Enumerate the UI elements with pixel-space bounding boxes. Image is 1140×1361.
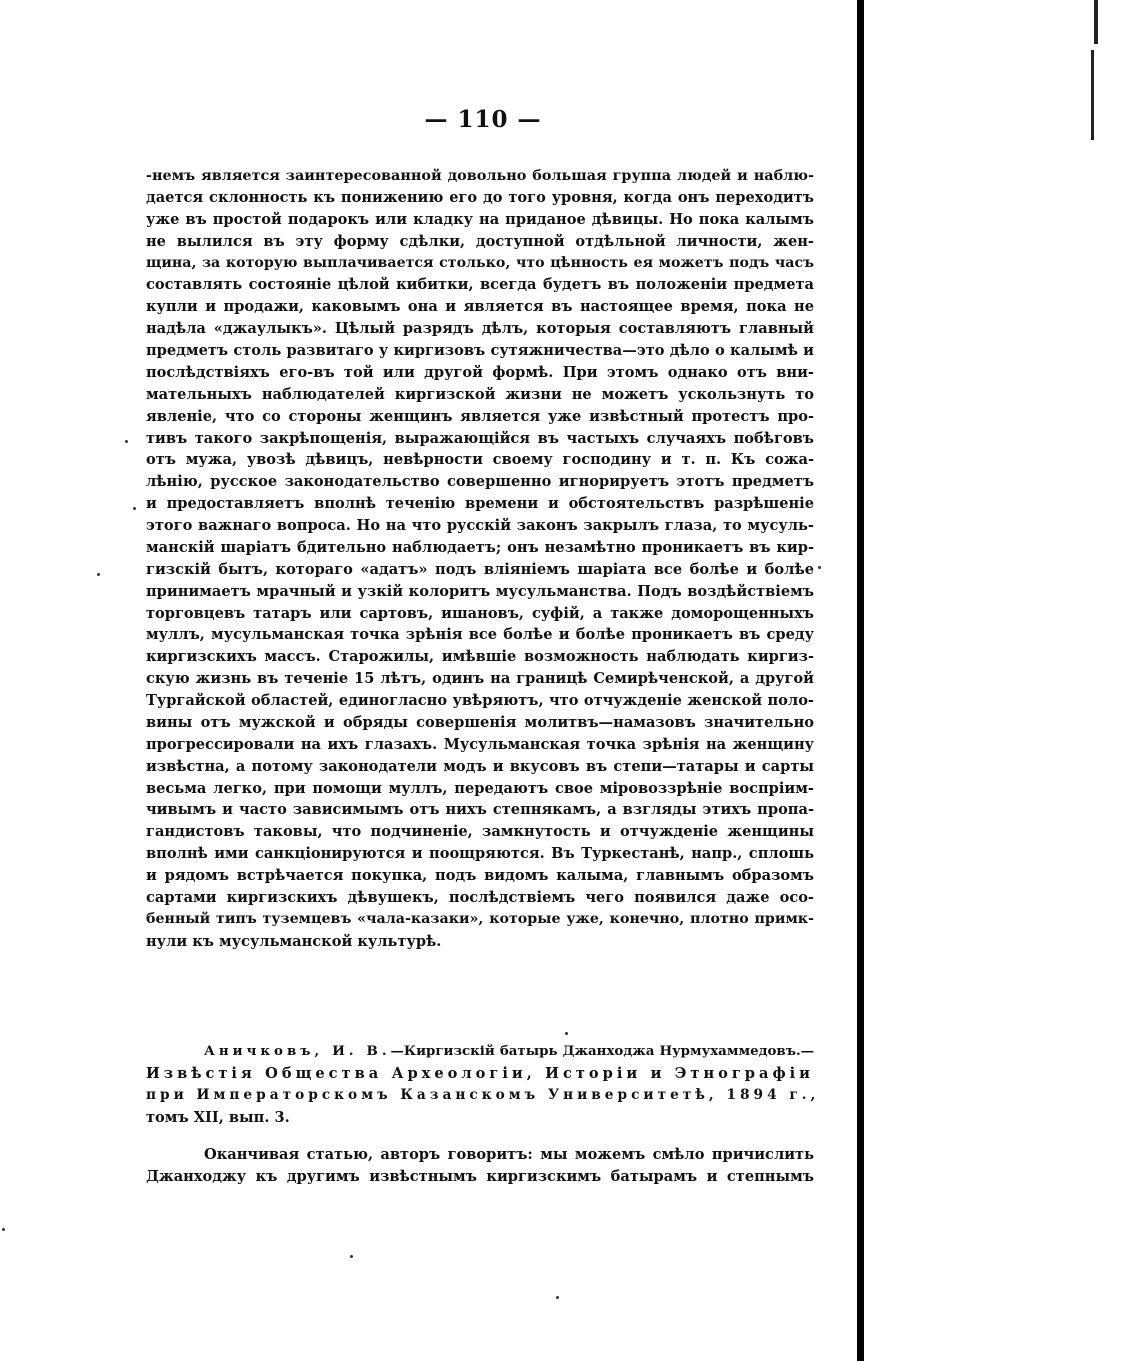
text-line: весьма легко, при помощи муллъ, передаютъ свое міровоззрѣніе воспріим- bbox=[146, 779, 814, 797]
main-paragraph bbox=[146, 165, 814, 953]
text-line: мательныхъ наблюдателей киргизской жизни не можетъ ускользнуть то bbox=[146, 385, 814, 403]
text-line: принимаетъ мрачный и узкій колоритъ мусульманства. Подъ воздѣйствіемъ bbox=[146, 582, 814, 600]
scan-speck bbox=[125, 440, 128, 443]
text-line: киргизскихъ массъ. Старожилы, имѣвшіе возможность наблюдать киргиз- bbox=[146, 648, 814, 666]
text-line: и предоставляетъ вполнѣ теченію времени и обстоятельствъ разрѣшеніе bbox=[146, 495, 814, 513]
text-line: явленіе, что со стороны женщинъ является уже извѣстный протестъ про- bbox=[146, 407, 814, 425]
citation-author: Аничковъ, И. В. bbox=[204, 1043, 391, 1059]
text-line: послѣдствіяхъ его-въ той или другой формѣ. При этомъ однако отъ вни- bbox=[146, 363, 814, 381]
next-paragraph bbox=[146, 1144, 814, 1188]
edge-mark bbox=[1091, 50, 1094, 140]
scan-speck bbox=[133, 507, 136, 510]
text-line: гизскій бытъ, котораго «адатъ» подъ вліяніемъ шаріата все болѣе и болѣе bbox=[146, 560, 814, 578]
scan-speck bbox=[556, 1296, 559, 1299]
edge-mark bbox=[1094, 0, 1098, 44]
text-line: Тургайской областей, единогласно увѣряютъ, что отчужденіе женской поло- bbox=[146, 692, 814, 709]
text-line: бенный типъ туземцевъ «чала-казаки», которые уже, конечно, плотно примк- bbox=[146, 910, 814, 927]
page-spine-rule bbox=[857, 0, 864, 1361]
text-line: Джанходжу къ другимъ извѣстнымъ киргизскимъ батырамъ и степнымъ bbox=[146, 1168, 814, 1185]
text-line: Оканчивая статью, авторъ говоритъ: мы можемъ смѣло причислить bbox=[204, 1146, 814, 1163]
text-line: уже въ простой подарокъ или кладку на приданое дѣвицы. Но пока калымъ bbox=[146, 210, 814, 228]
text-line: лѣнію, русское законодательство совершенно игнорируетъ этотъ предметъ bbox=[146, 473, 814, 491]
text-line: -немъ является заинтересованной довольно большая группа людей и наблю- bbox=[146, 167, 814, 184]
text-line: вполнѣ ими санкціонируются и поощряются. Въ Туркестанѣ, напр., сплошь bbox=[146, 845, 814, 863]
text-line: и рядомъ встрѣчается покупка, подъ видомъ калыма, главнымъ образомъ bbox=[146, 867, 814, 884]
text-line: дается склонность къ понижению его до того уровня, когда онъ переходитъ bbox=[146, 188, 814, 206]
text-line: вины отъ мужской и обряды совершенія молитвъ—намазовъ значительно bbox=[146, 713, 814, 731]
scan-speck bbox=[2, 1228, 5, 1231]
text-line: надѣла «джаулыкъ». Цѣлый разрядъ дѣлъ, которыя составляютъ главный bbox=[146, 320, 814, 338]
citation-line: при Императорскомъ Казанскомъ Университетѣ, 1894 г., bbox=[146, 1086, 820, 1103]
scan-speck bbox=[565, 1032, 568, 1035]
text-line: прогрессировали на ихъ глазахъ. Мусульманская точка зрѣнія на женщину bbox=[146, 735, 814, 753]
text-line: скую жизнь въ теченіе 15 лѣтъ, одинъ на границѣ Семирѣченской, а другой bbox=[146, 670, 814, 688]
text-line: купли и продажи, каковымъ она и является въ настоящее время, пока не bbox=[146, 298, 814, 316]
text-line: муллъ, мусульманская точка зрѣнія все болѣе и болѣе проникаетъ въ среду bbox=[146, 626, 814, 644]
text-line: чивымъ и часто зависимымъ отъ нихъ степнякамъ, а взгляды этихъ пропа- bbox=[146, 801, 814, 819]
text-line: щина, за которую выплачивается столько, что цѣнность ея можетъ подъ часъ bbox=[146, 254, 814, 271]
citation-line: томъ XII, вып. 3. bbox=[146, 1108, 290, 1126]
text-line: гандистовъ таковы, что подчиненіе, замкнутость и отчужденіе женщины bbox=[146, 823, 814, 841]
text-line: торговцевъ татаръ или сартовъ, ишановъ, суфій, а также доморощенныхъ bbox=[146, 604, 814, 622]
page-number: — 110 — bbox=[424, 106, 542, 133]
text-line: не вылился въ эту форму сдѣлки, доступной отдѣльной личности, жен- bbox=[146, 232, 814, 250]
text-line: отъ мужа, увозѣ дѣвицъ, невѣрности своему господину и т. п. Къ сожа- bbox=[146, 451, 814, 469]
citation-title: —Киргизскій батырь Джанходжа Нурмухаммедовъ.— bbox=[390, 1043, 815, 1059]
bibliographic-citation bbox=[146, 1041, 820, 1129]
scan-speck bbox=[97, 573, 100, 576]
citation-line: Извѣстія Общества Археологіи, Исторіи и Этнографіи bbox=[146, 1064, 814, 1082]
citation-line bbox=[146, 1041, 814, 1063]
text-line: составлять состояніе цѣлой кибитки, всегда будетъ въ положеніи предмета bbox=[146, 276, 814, 294]
text-line: нули къ мусульманской культурѣ. bbox=[146, 932, 442, 950]
scan-speck bbox=[350, 1255, 353, 1258]
text-line: манскій шаріатъ бдительно наблюдаетъ; онъ незамѣтно проникаетъ въ кир- bbox=[146, 538, 814, 556]
text-line: тивъ такого закрѣпощенія, выражающійся въ частыхъ случаяхъ побѣговъ bbox=[146, 429, 814, 447]
scan-speck bbox=[818, 566, 821, 569]
text-line: сартами киргизскихъ дѣвушекъ, послѣдствіемъ чего появился даже осо- bbox=[146, 888, 814, 906]
text-line: предметъ столь развитаго у киргизовъ сутяжничества—это дѣло о калымѣ и bbox=[146, 342, 814, 359]
text-line: извѣстна, а потому законодатели модъ и вкусовъ въ степи—татары и сарты bbox=[146, 757, 814, 775]
text-line: этого важнаго вопроса. Но на что русскій законъ закрылъ глаза, то мусуль- bbox=[146, 517, 814, 534]
